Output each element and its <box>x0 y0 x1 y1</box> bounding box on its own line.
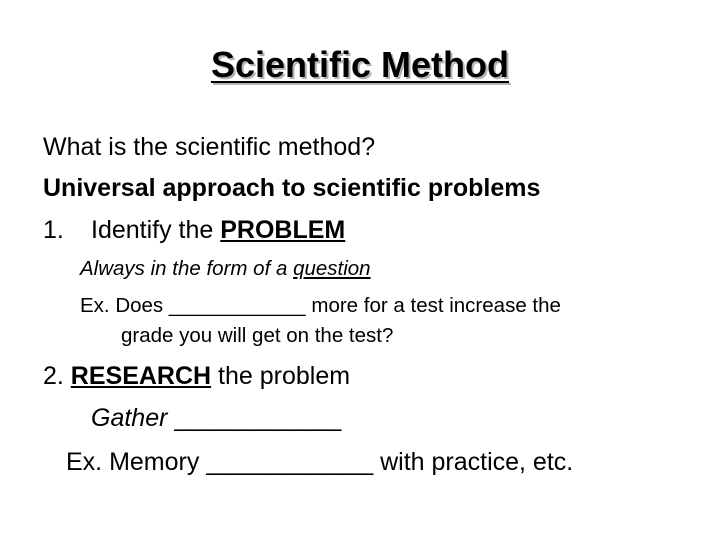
step-1-note-prefix: Always in the form of a <box>80 257 294 280</box>
step-2-suffix: the problem <box>211 362 351 390</box>
step-1-keyword: PROBLEM <box>220 216 346 244</box>
step-2-gather-label: Gather <box>91 404 168 432</box>
step-2-number: 2. <box>43 362 71 390</box>
step-1-line <box>43 218 345 243</box>
step-2-line <box>43 364 350 389</box>
question-line: What is the scientific method? <box>43 133 376 161</box>
step-1-note <box>80 259 371 280</box>
step-1-example-line-1: Ex. Does ____________ more for a test increase the <box>80 294 561 317</box>
step-2-keyword: RESEARCH <box>70 362 212 390</box>
step-2-gather-line <box>91 406 341 431</box>
step-1-note-keyword: question <box>293 257 371 280</box>
step-1-number: 1. <box>43 216 64 244</box>
step-2-example-line: Ex. Memory ____________ with practice, etc. <box>66 448 574 476</box>
step-2-gather-blank: ____________ <box>167 404 342 432</box>
step-1-example-line-2: grade you will get on the test? <box>121 324 394 347</box>
definition-line: Universal approach to scientific problems <box>43 174 541 202</box>
step-1-prefix: Identify the <box>91 216 221 244</box>
slide-title: Scientific Method <box>210 44 510 85</box>
